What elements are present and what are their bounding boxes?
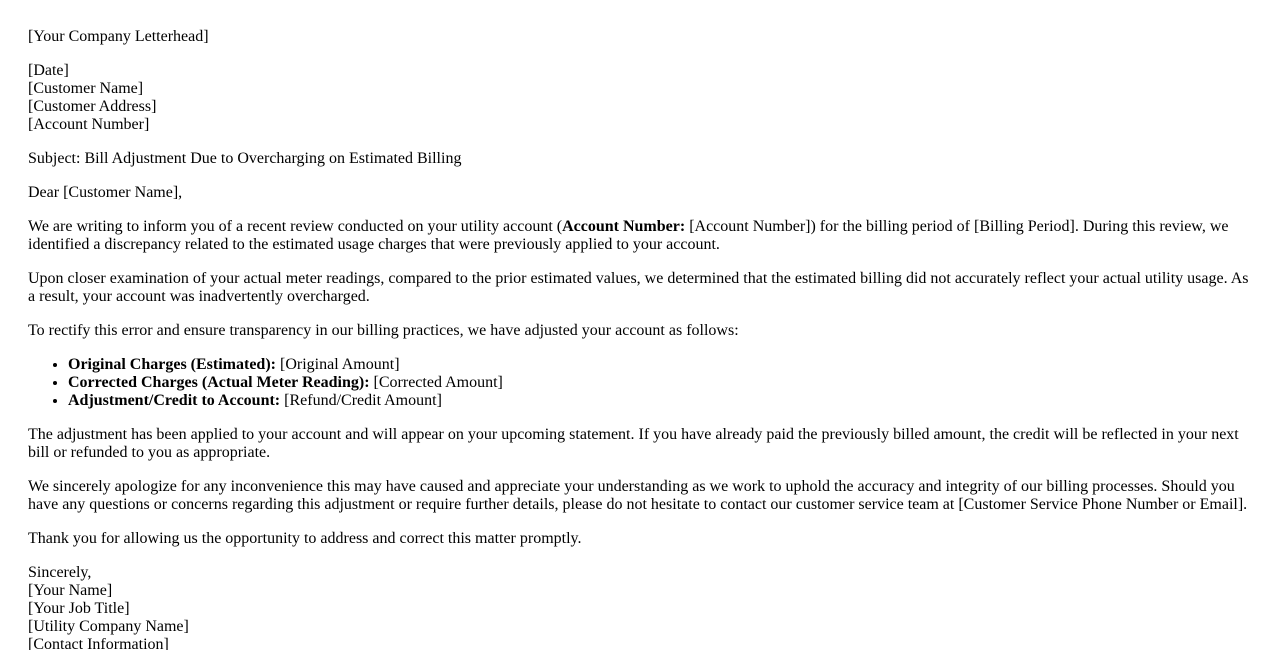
salutation: Dear [Customer Name], xyxy=(28,184,183,201)
paragraph-rectify: To rectify this error and ensure transparency in our billing practices, we have adjusted your account as follows: xyxy=(28,322,739,339)
signature-contact: [Contact Information] xyxy=(28,636,169,650)
adjustment-label: Adjustment/Credit to Account: xyxy=(68,392,281,409)
paragraph-applied: The adjustment has been applied to your account and will appear on your upcoming statement. If you have already paid the previously billed amount, the credit will be reflected in your next bill or refunded to you as appropriate. xyxy=(28,426,1239,461)
adjustment-label: Corrected Charges (Actual Meter Reading): xyxy=(68,374,370,391)
signature-title: [Your Job Title] xyxy=(28,600,130,617)
adjustment-value: [Original Amount] xyxy=(275,356,400,373)
paragraph-apology: We sincerely apologize for any inconvenience this may have caused and appreciate your understanding as we work to uphold the accuracy and integrity of our billing processes. Should you have any questions or concerns regarding this adjustment or require further details, please do not hesitate to contact our customer service team at [Customer Service Phone Number or Email]. xyxy=(28,478,1248,513)
signature-name: [Your Name] xyxy=(28,582,113,599)
account-number-label: Account Number: xyxy=(562,218,686,235)
paragraph-review-before: We are writing to inform you of a recent review conducted on your utility account ( xyxy=(28,218,563,235)
recipient-address: [Customer Address] xyxy=(28,98,157,115)
adjustment-list xyxy=(28,356,1256,410)
recipient-date: [Date] xyxy=(28,62,69,79)
paragraph-thanks: Thank you for allowing us the opportunity to address and correct this matter promptly. xyxy=(28,530,582,547)
adjustment-value: [Corrected Amount] xyxy=(369,374,503,391)
signature-block xyxy=(28,564,1256,650)
signature-company: [Utility Company Name] xyxy=(28,618,189,635)
adjustment-label: Original Charges (Estimated): xyxy=(68,356,276,373)
adjustment-item-original xyxy=(68,356,1256,374)
adjustment-item-corrected xyxy=(68,374,1256,392)
subject-line: Subject: Bill Adjustment Due to Overcharging on Estimated Billing xyxy=(28,150,462,167)
recipient-name: [Customer Name] xyxy=(28,80,144,97)
adjustment-value: [Refund/Credit Amount] xyxy=(280,392,442,409)
signature-closing: Sincerely, xyxy=(28,564,92,581)
letterhead: [Your Company Letterhead] xyxy=(28,28,209,45)
recipient-block xyxy=(28,62,1256,134)
paragraph-review xyxy=(28,218,1256,254)
paragraph-review-after: [Account Number]) for the billing period of [Billing Period]. During this review, we identified a discrepancy related to the estimated usage charges that were previously applied to your account. xyxy=(28,218,1229,253)
paragraph-examination: Upon closer examination of your actual meter readings, compared to the prior estimated values, we determined that the estimated billing did not accurately reflect your actual utility usage. As a result, your account was inadvertently overcharged. xyxy=(28,270,1249,305)
recipient-account: [Account Number] xyxy=(28,116,150,133)
adjustment-item-credit xyxy=(68,392,1256,410)
